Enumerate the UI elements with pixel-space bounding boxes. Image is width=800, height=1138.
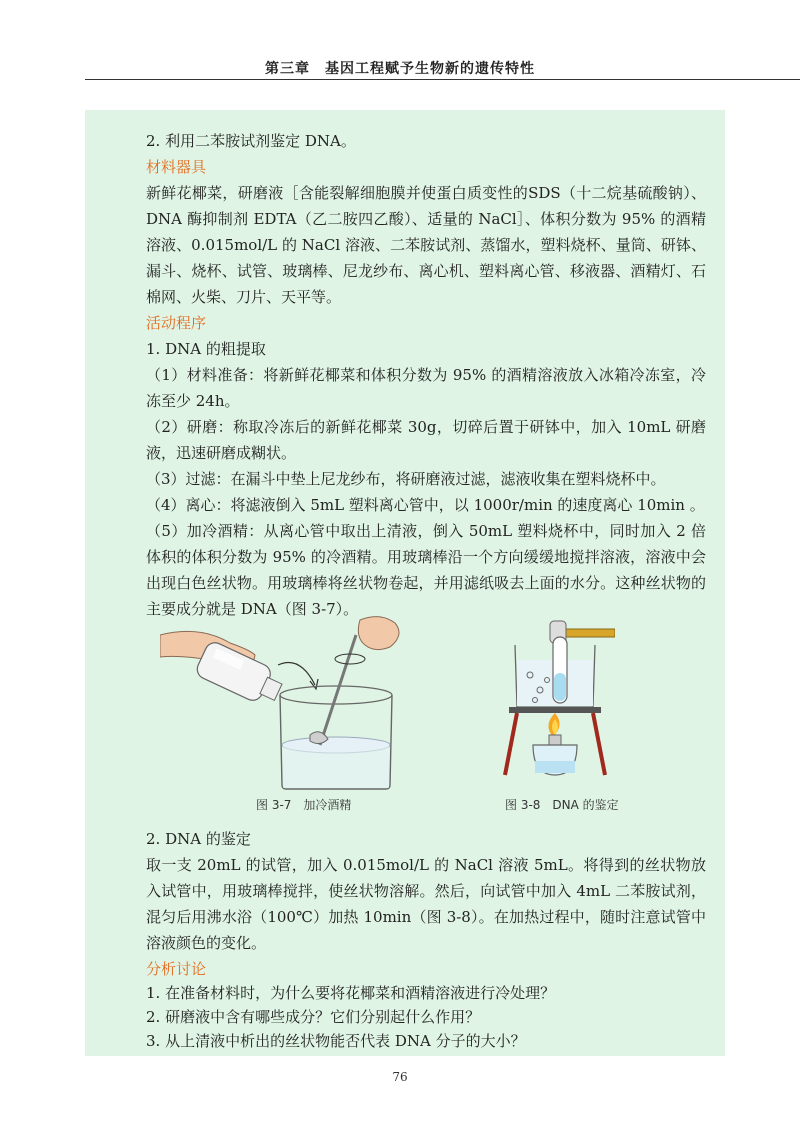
header-rule [85,79,800,80]
intro-line: 2. 利用二苯胺试剂鉴定 DNA。 [146,132,356,150]
materials-heading: 材料器具 [146,158,207,176]
question-2: 2. 研磨液中含有哪些成分？它们分别起什么作用？ [146,1008,481,1026]
figure-dna-identification [495,615,615,780]
figure-caption-3-7: 图 3-7 加冷酒精 [256,798,352,812]
step1-1: （1）材料准备：将新鲜花椰菜和体积分数为 95% 的酒精溶液放入冰箱冷冻室，冷冻至少 24h。 [146,366,706,410]
question-1: 1. 在准备材料时，为什么要将花椰菜和酒精溶液进行冷处理？ [146,984,556,1002]
step1-3: （3）过滤：在漏斗中垫上尼龙纱布，将研磨液过滤，滤液收集在塑料烧杯中。 [146,470,666,488]
step1-title: 1. DNA 的粗提取 [146,340,266,358]
running-head: 第三章 基因工程赋予生物新的遗传特性 [265,61,535,77]
figure-caption-3-8: 图 3-8 DNA 的鉴定 [505,798,619,812]
step1-4: （4）离心：将滤液倒入 5mL 塑料离心管中，以 1000r/min 的速度离心 10min 。 [146,496,705,514]
step1-5: （5）加冷酒精：从离心管中取出上清液，倒入 50mL 塑料烧杯中，同时加入 2 倍体积的体积分数为 95% 的冷酒精。用玻璃棒沿一个方向缓缓地搅拌溶液，溶液中会出现白色丝状物。用玻璃棒将丝状物卷起，并用滤纸吸去上面的水分。这种丝状物的主要成分就是 DNA（图 3-7）。 [146,522,706,618]
step2-text: 取一支 20mL 的试管，加入 0.015mol/L 的 NaCl 溶液 5mL。将得到的丝状物放入试管中，用玻璃棒搅拌，使丝状物溶解。然后，向试管中加入 4mL 二苯胺试剂，混匀后用沸水浴（100℃）加热 10min（图 3-8）。在加热过程中，随时注意试管中溶液颜色的变化。 [146,856,706,952]
discussion-heading: 分析讨论 [146,960,207,978]
step1-2: （2）研磨：称取冷冻后的新鲜花椰菜 30g，切碎后置于研钵中，加入 10mL 研磨液，迅速研磨成糊状。 [146,418,706,462]
step2-title: 2. DNA 的鉴定 [146,830,251,848]
materials-text: 新鲜花椰菜，研磨液［含能裂解细胞膜并使蛋白质变性的SDS（十二烷基硫酸钠）、DNA 酶抑制剂 EDTA（乙二胺四乙酸）、适量的 NaCl］、体积分数为 95% 的酒精溶液、0.015mol/L 的 NaCl 溶液、二苯胺试剂、蒸馏水，塑料烧杯、量筒、研钵、漏斗、烧杯、试管、玻璃棒、尼龙纱布、离心机、塑料离心管、移液器、酒精灯、石棉网、火柴、刀片、天平等。 [146,184,706,306]
procedure-heading: 活动程序 [146,314,207,332]
page-number: 76 [392,1070,408,1084]
figure-cold-alcohol [160,615,420,790]
question-3: 3. 从上清液中析出的丝状物能否代表 DNA 分子的大小？ [146,1032,526,1050]
